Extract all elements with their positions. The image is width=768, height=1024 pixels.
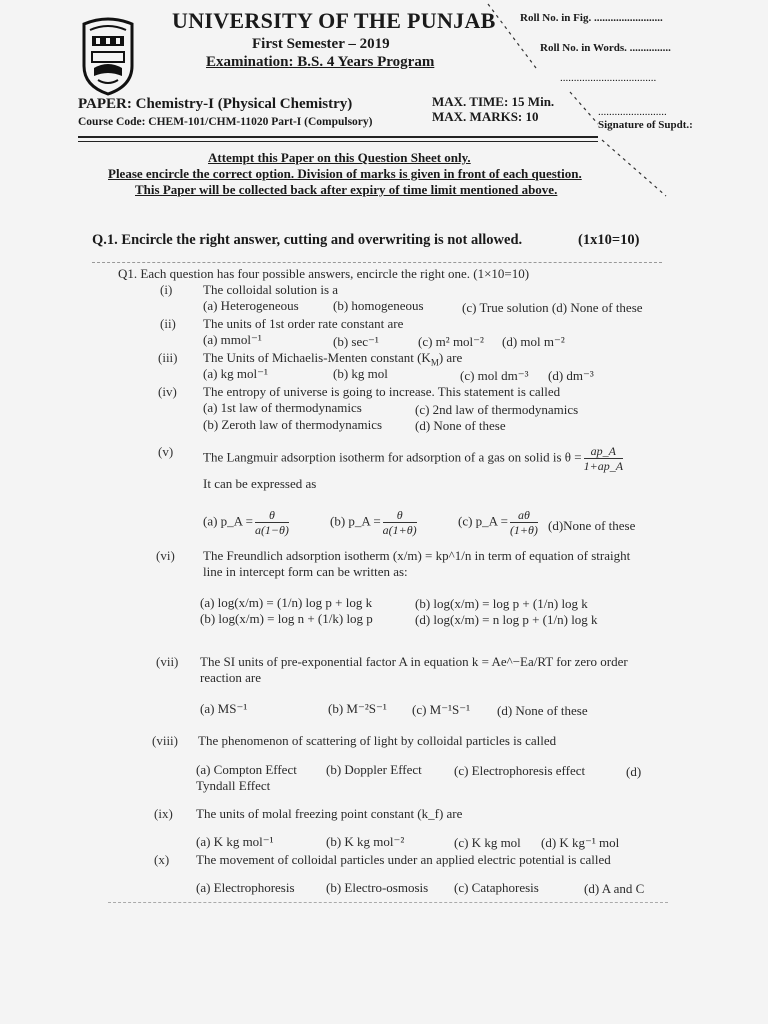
question-text: The movement of colloidal particles under an applied electric potential is called (196, 852, 611, 867)
option-c[interactable]: (c) K kg mol (454, 835, 521, 850)
option-b[interactable]: (b) M⁻²S⁻¹ (328, 701, 387, 716)
question-number: (ix) (154, 806, 173, 821)
option-c[interactable]: (c) Electrophoresis effect (454, 763, 586, 778)
max-time: MAX. TIME: 15 Min. (432, 94, 555, 109)
question-number: (ii) (160, 316, 176, 331)
university-logo (78, 14, 138, 96)
option-d[interactable]: (d) (626, 764, 642, 779)
option-b[interactable]: (b) Doppler Effect (326, 762, 422, 777)
question-text-2: It can be expressed as (203, 476, 317, 491)
question-number: (vi) (156, 548, 175, 563)
option-d[interactable]: (d) A and C (584, 881, 645, 896)
option-d[interactable]: (d)None of these (548, 518, 636, 533)
question-marks: (1x10=10) (578, 232, 640, 248)
option-a[interactable]: (a) Electrophoresis (196, 880, 295, 895)
option-b[interactable]: (b) log(x/m) = log p + (1/n) log k (415, 596, 588, 611)
option-a[interactable]: (a) p_A = $\frac{\theta}{a(1-\theta)}$ (203, 508, 289, 537)
question-number: (iv) (158, 384, 177, 399)
option-b[interactable]: (b) kg mol (333, 366, 388, 381)
option-a[interactable]: (a) log(x/m) = (1/n) log p + log k (200, 595, 373, 610)
university-name: UNIVERSITY OF THE PUNJAB (172, 8, 496, 33)
option-a[interactable]: (a) mmol⁻¹ (203, 332, 262, 347)
option-d[interactable]: (d) mol m⁻² (502, 334, 565, 349)
option-b[interactable]: (b) Electro-osmosis (326, 880, 429, 895)
option-c[interactable]: (c) Cataphoresis (454, 880, 539, 895)
question-text: The Langmuir adsorption isotherm for adsorption of a gas on solid is θ = $\frac{ap\_A}{1+ap\_A}$ (203, 444, 624, 473)
question-text: The units of 1st order rate constant are (203, 316, 404, 331)
option-d[interactable]: (d) log(x/m) = n log p + (1/n) log k (415, 612, 598, 627)
option-b[interactable]: (b) K kg mol⁻² (326, 834, 405, 849)
roll-no-fig-field[interactable]: Roll No. in Fig. ......................... (520, 12, 663, 24)
instruction-encircle: Please encircle the correct option. Division of marks is given in front of each question. (108, 166, 582, 181)
option-d[interactable]: (d) dm⁻³ (548, 368, 594, 383)
option-c[interactable]: (c) p_A = $\frac{a\theta}{(1+\theta)}$ (458, 508, 538, 537)
option-d-text[interactable]: Tyndall Effect (196, 778, 271, 793)
signature-blank: ......................... (598, 106, 667, 118)
option-c[interactable]: (b) log(x/m) = log n + (1/k) log p (200, 611, 373, 626)
question-text-2: reaction are (200, 670, 261, 685)
option-c-d[interactable]: (c) True solution (d) None of these (462, 300, 643, 315)
semester: First Semester – 2019 (252, 36, 390, 52)
option-c[interactable]: (c) M⁻¹S⁻¹ (412, 702, 470, 717)
question-text: The units of molal freezing point constant (k_f) are (196, 806, 463, 821)
divider (78, 136, 598, 138)
question-text: The phenomenon of scattering of light by colloidal particles is called (198, 733, 557, 748)
option-c[interactable]: (c) mol dm⁻³ (460, 368, 529, 383)
option-b[interactable]: (b) sec⁻¹ (333, 334, 379, 349)
question-text: The Units of Michaelis-Menten constant $(K_M)$ are (203, 350, 463, 368)
course-code: Course Code: CHEM-101/CHM-11020 Part-I (Compulsory) (78, 116, 373, 128)
instruction-attempt: Attempt this Paper on this Question Sheet only. (208, 150, 471, 165)
option-d[interactable]: (d) None of these (415, 418, 506, 433)
divider (92, 262, 662, 263)
option-a[interactable]: (a) MS⁻¹ (200, 701, 248, 716)
max-marks: MAX. MARKS: 10 (432, 109, 539, 124)
divider (108, 902, 668, 903)
question-number: (vii) (156, 654, 179, 669)
option-c[interactable]: (c) m² mol⁻² (418, 334, 484, 349)
question-number: (i) (160, 282, 173, 297)
question-number: (v) (158, 444, 174, 459)
examination: Examination: B.S. 4 Years Program (206, 54, 435, 70)
option-c[interactable]: (c) 2nd law of thermodynamics (415, 402, 579, 417)
divider (78, 141, 598, 142)
option-b[interactable]: (b) p_A = $\frac{\theta}{a(1+\theta)}$ (330, 508, 417, 537)
question-number: (iii) (158, 350, 178, 365)
option-a[interactable]: (a) kg mol⁻¹ (203, 366, 268, 381)
roll-no-words-field[interactable]: Roll No. in Words. ............... (540, 42, 671, 54)
question-text: The Freundlich adsorption isotherm (x/m) = kp^1/n in term of equation of straight (203, 548, 631, 563)
fraction: $\frac{ap\_A}{1+ap\_A}$ (583, 444, 624, 473)
instruction-collected: This Paper will be collected back after expiry of time limit mentioned above. (135, 182, 558, 197)
option-a[interactable]: (a) Heterogeneous (203, 298, 299, 313)
question-text: The entropy of universe is going to increase. This statement is called (203, 384, 561, 399)
option-a[interactable]: (a) K kg mol⁻¹ (196, 834, 274, 849)
question-number: (viii) (152, 733, 178, 748)
question-number: (x) (154, 852, 170, 867)
question-text: The colloidal solution is a (203, 282, 339, 297)
question-intro: Q1. Each question has four possible answers, encircle the right one. (1×10=10) (118, 266, 530, 281)
option-a[interactable]: (a) 1st law of thermodynamics (203, 400, 362, 415)
question-text: The SI units of pre-exponential factor A in equation k = Ae^−Ea/RT for zero order (200, 654, 628, 669)
option-b[interactable]: (b) Zeroth law of thermodynamics (203, 417, 383, 432)
option-d[interactable]: (d) None of these (497, 703, 588, 718)
paper-title: PAPER: Chemistry-I (Physical Chemistry) (78, 96, 353, 112)
option-a[interactable]: (a) Compton Effect (196, 762, 297, 777)
option-b[interactable]: (b) homogeneous (333, 298, 424, 313)
question-heading: Q.1. Encircle the right answer, cutting and overwriting is not allowed. (92, 232, 523, 248)
question-text-2: line in intercept form can be written as: (203, 564, 408, 579)
blank-line: ................................... (560, 72, 657, 84)
signature-label: Signature of Supdt.: (598, 119, 693, 131)
option-d[interactable]: (d) K kg⁻¹ mol (541, 835, 620, 850)
